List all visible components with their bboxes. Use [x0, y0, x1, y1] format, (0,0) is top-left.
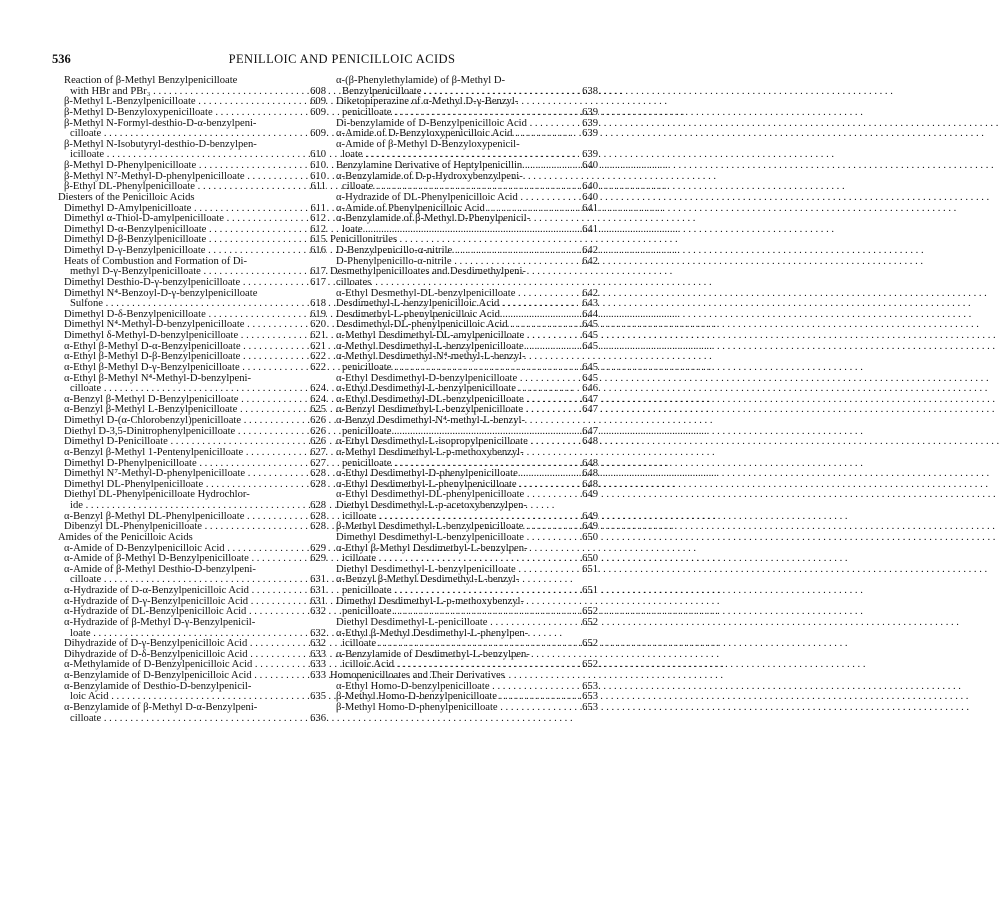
page-ref: 633 — [310, 648, 326, 660]
page-ref: 632 — [310, 638, 326, 650]
page-ref: 651 — [582, 563, 598, 575]
entry-text: penicilloate — [342, 457, 392, 469]
page-ref: 644 — [582, 308, 598, 320]
page-number: 536 — [52, 52, 71, 66]
page-ref: 649 — [582, 489, 598, 501]
page-ref: 629 — [310, 542, 326, 554]
entry-text: α-Benzylamide of β-Methyl D-Phenylpenicil- — [336, 213, 531, 225]
entry-text: cilloate — [70, 574, 102, 586]
entry-text: Diethyl Desdimethyl-L-p-acetoxybenzylpen- — [336, 500, 527, 511]
entry-text: loate — [70, 627, 91, 639]
page-ref: 652 — [582, 659, 598, 671]
entry-text: Benzylpenicilloate — [342, 85, 422, 97]
entry-text: α-Ethyl Desdimethyl-L-benzylpenicilloate — [336, 383, 516, 395]
entry-text: α-Hydrazide of DL-Benzylpenicilloic Acid — [64, 606, 247, 618]
entry-text: icilloate — [342, 638, 377, 650]
entry-text: cilloate — [70, 712, 102, 724]
page-ref: 624 — [310, 393, 326, 405]
entry-text: β-Methyl N-Formyl-desthio-D-α-benzylpeni- — [64, 117, 257, 129]
entry-text: D-Benzylpenicillo-α-nitrile — [336, 245, 453, 256]
entry-text: α-Benzylamide of D-Benzylpenicilloic Acid — [64, 670, 252, 681]
entry-text: α-Benzylamide of Desthio-D-benzylpenicil- — [64, 680, 252, 692]
entry-text: β-Methyl D-Phenylpenicilloate — [64, 160, 197, 171]
index-entry — [330, 703, 598, 714]
page-ref: 652 — [582, 606, 598, 618]
page-ref: 617 — [310, 276, 326, 288]
entry-text: Desdimethyl-L-phenylpenicilloic Acid — [336, 308, 500, 320]
page-header — [52, 52, 632, 68]
entry-text: Diesters of the Penicilloic Acids — [58, 191, 195, 203]
entry-text: Dimethyl Desthio-D-γ-benzylpenicilloate — [64, 276, 241, 288]
entry-text: cilloate — [70, 383, 102, 395]
entry-text: α-Benzyl Desdimethyl-N⁴-methyl-L-benzyl- — [336, 415, 525, 426]
entry-text: Desdimethyl-L-benzylpenicilloic Acid — [336, 298, 500, 310]
page-ref: 624 — [310, 383, 326, 395]
page-ref: 628 — [310, 521, 326, 533]
entry-text: β-Methyl N⁷-Methyl-D-phenylpenicilloate — [64, 170, 245, 182]
entry-text: Penicillonitriles — [330, 234, 398, 246]
page-ref: 610 — [310, 149, 326, 161]
page-ref: 628 — [310, 468, 326, 480]
entry-text: Dihydrazide of D-γ-Benzylpenicilloic Acid — [64, 638, 248, 650]
page-ref: 609 — [310, 106, 326, 118]
entry-text: icilloate — [342, 553, 377, 565]
entry-text: icilloate — [342, 510, 377, 522]
page-ref: 640 — [582, 160, 598, 171]
entry-text: α-Benzyl β-Methyl D-Benzylpenicilloate — [64, 393, 239, 405]
page-ref: 640 — [582, 191, 598, 203]
entry-text: Desdimethyl-DL-phenylpenicilloic Acid — [336, 319, 508, 331]
entry-text: α-Ethyl Desmethyl-DL-benzylpenicilloate — [336, 287, 516, 299]
page-ref: 633 — [310, 659, 326, 671]
page-ref: 611 — [310, 202, 326, 214]
page-ref: 649 — [582, 521, 598, 533]
entry-text: D-Phenylpenicillo-α-nitrile — [336, 255, 452, 267]
entry-text: Amides of the Penicilloic Acids — [58, 531, 193, 543]
page-ref: 653 — [582, 691, 598, 703]
page-ref: 632 — [310, 627, 326, 639]
page-ref: 639 — [582, 106, 598, 118]
entry-text: α-Ethyl β-Methyl D-β-Benzylpenicilloate — [64, 351, 241, 363]
entry-text: penicilloate — [342, 361, 392, 373]
entry-text: Dihydrazide of D-δ-Benzylpenicilloic Acid — [64, 648, 248, 660]
page-ref: 612 — [310, 213, 326, 225]
entry-text: α-Ethyl Desdimethyl-D-phenylpenicilloate — [336, 468, 518, 480]
entry-text: Desmethylpenicilloates and Desdimethylpeni- — [330, 266, 526, 278]
page-ref: 619 — [310, 308, 326, 320]
entry-text: α-Methyl Desdimethyl-L-benzylpenicilloate — [336, 340, 524, 352]
page-ref: 638 — [582, 85, 598, 97]
index-entry — [58, 618, 326, 629]
entry-text: cilloates — [336, 276, 372, 288]
page-ref: 626 — [310, 436, 326, 448]
page-ref: 641 — [582, 202, 598, 214]
entry-text: α-Ethyl β-Methyl D-α-Benzylpenicilloate — [64, 340, 241, 352]
page-ref: 622 — [310, 351, 326, 363]
page-ref: 648 — [582, 457, 598, 469]
page-ref: 639 — [582, 117, 598, 129]
entry-text: α-Ethyl Desdimethyl-DL-benzylpenicilloate — [336, 393, 524, 405]
entry-text: Benzylamine Derivative of Heptylpenicillin — [336, 160, 523, 171]
entry-text: loic Acid — [70, 691, 109, 703]
entry-text: β-Methyl L-Benzylpenicilloate — [64, 96, 196, 108]
entry-text: penicilloate — [342, 606, 392, 618]
entry-text: Dimethyl N⁷-Methyl-D-phenylpenicilloate — [64, 468, 246, 480]
page-ref: 642 — [582, 287, 598, 299]
page-ref: 650 — [582, 531, 598, 543]
entry-text: α-Benzylamide of D-p-Hydroxybenzylpeni- — [336, 170, 523, 182]
entry-text: α-Ethyl β-Methyl N⁴-Methyl-D-benzylpeni- — [64, 372, 252, 384]
page-ref: 647 — [582, 425, 598, 437]
entry-text: α-Methyl Desdimethyl-L-p-methoxybenzyl- — [336, 446, 524, 458]
page-ref: 631 — [310, 595, 326, 607]
entry-text: Reaction of β-Methyl Benzylpenicilloate — [64, 75, 238, 86]
entry-text: Dimethyl D-Amylpenicilloate — [64, 202, 192, 214]
page-ref: 628 — [310, 500, 326, 511]
page-ref: 648 — [582, 468, 598, 480]
entry-text: loate — [342, 149, 363, 161]
page-ref: 610 — [310, 170, 326, 182]
entry-text: penicilloate — [342, 585, 392, 596]
page-ref: 621 — [310, 340, 326, 352]
entry-text: Dimethyl D-δ-Benzylpenicilloate — [64, 308, 206, 320]
entry-text: Diketopiperazine of α-Methyl D-γ-Benzyl- — [336, 96, 519, 108]
dot-leader — [70, 712, 326, 725]
page-ref: 645 — [582, 319, 598, 331]
entry-text: α-Hydrazide of DL-Phenylpenicilloic Acid — [336, 191, 518, 203]
entry-text: α-Methyl Desdimethyl-N⁴-methyl-L-benzyl- — [336, 351, 526, 363]
entry-text: Dimethyl δ-Methyl-D-benzylpenicilloate — [64, 330, 239, 341]
page-ref: 618 — [310, 298, 326, 310]
page-ref: 645 — [582, 372, 598, 384]
entry-text: α-Hydrazide of D-α-Benzylpenicilloic Acid — [64, 585, 249, 596]
page-ref: 645 — [582, 340, 598, 352]
page-title: PENILLOIC AND PENICILLOIC ACIDS — [228, 52, 456, 66]
entry-text: α-Amide of D-Benzyloxypenicilloic Acid — [336, 128, 513, 140]
entry-text: β-Methyl Desdimethyl-L-benzylpenicilloate — [336, 521, 524, 533]
entry-text: Dimethyl N⁴-Methyl-D-benzylpenicilloate — [64, 319, 245, 331]
index-column-left — [58, 76, 326, 724]
entry-text: Sulfone — [70, 298, 103, 310]
page-ref: 641 — [582, 223, 598, 235]
page-ref: 626 — [310, 415, 326, 426]
entry-text: α-Amide of Phenylpenicilloic Acid — [336, 202, 485, 214]
index-entry — [58, 714, 326, 725]
page-ref: 609 — [310, 96, 326, 108]
page-ref: 645 — [582, 361, 598, 373]
entry-text: α-Benzyl β-Methyl 1-Pentenylpenicilloate — [64, 446, 244, 458]
page-ref: 646 — [582, 383, 598, 395]
entry-text: Dimethyl DL-Phenylpenicilloate — [64, 478, 204, 490]
entry-text: α-Ethyl Desdimethyl-D-benzylpenicilloate — [336, 372, 518, 384]
entry-text: β-Methyl D-Benzyloxypenicilloate — [64, 106, 213, 118]
entry-text: α-Amide of β-Methyl D-Benzylpenicilloate — [64, 553, 249, 565]
entry-text: α-Ethyl β-Methyl Desdimethyl-L-phenylpen- — [336, 627, 529, 639]
page-ref: 608 — [310, 85, 326, 97]
page-ref: 651 — [582, 585, 598, 596]
page-ref: 643 — [582, 298, 598, 310]
page-ref: 627 — [310, 446, 326, 458]
page-ref: 609 — [310, 128, 326, 140]
page-ref: 622 — [310, 361, 326, 373]
entry-text: Dimethyl D-(α-Chlorobenzyl)penicilloate — [64, 415, 242, 426]
entry-text: Homopenicilloates and Their Derivatives — [330, 670, 505, 681]
entry-text: ide — [70, 500, 83, 511]
dot-leader — [336, 701, 598, 714]
entry-text: α-Benzyl β-Methyl L-Benzylpenicilloate — [64, 404, 238, 416]
page-ref: 628 — [310, 510, 326, 522]
page-ref: 615 — [310, 234, 326, 246]
page-ref: 611 — [310, 181, 326, 193]
page-ref: 650 — [582, 553, 598, 565]
entry-text: α-Ethyl Desdimethyl-DL-phenylpenicilloate — [336, 489, 525, 501]
entry-text: α-Amide of β-Methyl D-Benzyloxypenicil- — [336, 138, 520, 150]
entry-text: α-Hydrazide of D-γ-Benzylpenicilloic Acid — [64, 595, 249, 607]
entry-text: Dimethyl D-γ-Benzylpenicilloate — [64, 245, 206, 256]
page-ref: 653 — [582, 701, 598, 713]
entry-text: α-Methylamide of D-Benzylpenicilloic Acid — [64, 659, 253, 671]
page-ref: 648 — [582, 436, 598, 448]
entry-text: Dimethyl D-β-Benzylpenicilloate — [64, 234, 207, 246]
page-ref: 649 — [582, 510, 598, 522]
entry-text: icilloic Acid — [342, 659, 395, 671]
page-ref: 610 — [310, 160, 326, 171]
entry-text: α-Ethyl β-Methyl D-γ-Benzylpenicilloate — [64, 361, 240, 373]
entry-text: Diethyl DL-Phenylpenicilloate Hydrochlor- — [64, 489, 250, 501]
entry-text: β-Ethyl DL-Phenylpenicilloate — [64, 181, 196, 193]
page-ref: 612 — [310, 223, 326, 235]
page-ref: 652 — [582, 638, 598, 650]
page-ref: 628 — [310, 478, 326, 490]
entry-text: α-Methyl Desdimethyl-DL-amylpenicilloate — [336, 330, 525, 341]
page-ref: 631 — [310, 574, 326, 586]
page-ref: 635 — [310, 691, 326, 703]
page-ref: 636 — [310, 712, 326, 724]
page-ref: 642 — [582, 245, 598, 256]
page-ref: 616 — [310, 245, 326, 256]
entry-text: α-Benzyl Desdimethyl-L-benzylpenicilloate — [336, 404, 524, 416]
entry-text: icilloate — [70, 149, 105, 161]
entry-text: Dimethyl Desdimethyl-L-p-methoxybenzyl- — [336, 595, 524, 607]
page-ref: 633 — [310, 670, 326, 681]
entry-text: Dimethyl D-Penicilloate — [64, 436, 168, 448]
entry-text: Dimethyl Desdimethyl-L-benzylpenicilloate — [336, 531, 524, 543]
entry-text: Heats of Combustion and Formation of Di- — [64, 255, 248, 267]
page-ref: 639 — [582, 149, 598, 161]
entry-text: α-Ethyl Desdimethyl-L-isopropylpenicilloate — [336, 436, 528, 448]
page-ref: 652 — [582, 616, 598, 628]
entry-text: α-Amide of β-Methyl Desthio-D-benzylpeni- — [64, 563, 256, 575]
entry-text: α-Ethyl β-Methyl Desdimethyl-L-benzylpen- — [336, 542, 528, 554]
entry-text: α-Ethyl Desdimethyl-L-phenylpenicilloate — [336, 478, 517, 490]
page-ref: 627 — [310, 457, 326, 469]
entry-text: α-Hydrazide of β-Methyl D-γ-Benzylpenicil- — [64, 616, 256, 628]
entry-text: α-(β-Phenylethylamide) of β-Methyl D- — [336, 75, 506, 86]
entry-text: α-Benzylamide of β-Methyl D-α-Benzylpeni- — [64, 701, 258, 713]
entry-text: α-Ethyl Homo-D-benzylpenicilloate — [336, 680, 490, 692]
entry-text: β-Methyl Homo-D-phenylpenicilloate — [336, 701, 498, 713]
page-ref: 647 — [582, 404, 598, 416]
entry-text: methyl D-γ-Benzylpenicilloate — [70, 266, 201, 278]
page-ref: 642 — [582, 255, 598, 267]
entry-text: α-Benzylamide of Desdimethyl-L-benzylpen- — [336, 648, 530, 660]
page-ref: 629 — [310, 553, 326, 565]
entry-text: penicilloate — [342, 106, 392, 118]
page-ref: 639 — [582, 128, 598, 140]
entry-text: Dibenzyl DL-Phenylpenicilloate — [64, 521, 202, 533]
entry-text: cilloate — [70, 128, 102, 140]
page-ref: 626 — [310, 425, 326, 437]
page-ref: 620 — [310, 319, 326, 331]
entry-text: α-Benzyl β-Methyl Desdimethyl-L-benzyl- — [336, 574, 520, 586]
entry-text: Diethyl Desdimethyl-L-benzylpenicilloate — [336, 563, 516, 575]
page-ref: 625 — [310, 404, 326, 416]
page-ref: 640 — [582, 181, 598, 193]
page-ref: 648 — [582, 478, 598, 490]
entry-text: Dimethyl D-α-Benzylpenicilloate — [64, 223, 207, 235]
entry-text: α-Benzyl β-Methyl DL-Phenylpenicilloate — [64, 510, 245, 522]
page-ref: 653 — [582, 680, 598, 692]
entry-text: Dimethyl D-Phenylpenicilloate — [64, 457, 197, 469]
entry-text: β-Methyl Homo-D-benzylpenicilloate — [336, 691, 498, 703]
page-ref: 617 — [310, 266, 326, 278]
entry-text: cilloate — [342, 181, 374, 193]
entry-text: loate — [342, 223, 363, 235]
entry-text: Dimethyl α-Thiol-D-amylpenicilloate — [64, 213, 224, 225]
entry-text: penicilloate — [342, 425, 392, 437]
page-ref: 621 — [310, 330, 326, 341]
entry-text: with HBr and PBr₃ — [70, 85, 151, 97]
entry-text: β-Methyl N-Isobutyryl-desthio-D-benzylpen- — [64, 138, 257, 150]
page-ref: 645 — [582, 330, 598, 341]
entry-text: Diethyl Desdimethyl-L-penicilloate — [336, 616, 488, 628]
page-ref: 647 — [582, 393, 598, 405]
page-ref: 632 — [310, 606, 326, 618]
entry-text: Di-benzylamide of D-Benzylpenicilloic Acid — [336, 117, 527, 129]
index-column-right — [330, 76, 598, 714]
entry-text: α-Amide of D-Benzylpenicilloic Acid — [64, 542, 225, 554]
page-ref: 631 — [310, 585, 326, 596]
entry-text: Dimethyl N⁴-Benzoyl-D-γ-benzylpenicilloate — [64, 287, 258, 299]
entry-text: Diethyl D-3,5-Dinitrophenylpenicilloate — [64, 425, 236, 437]
